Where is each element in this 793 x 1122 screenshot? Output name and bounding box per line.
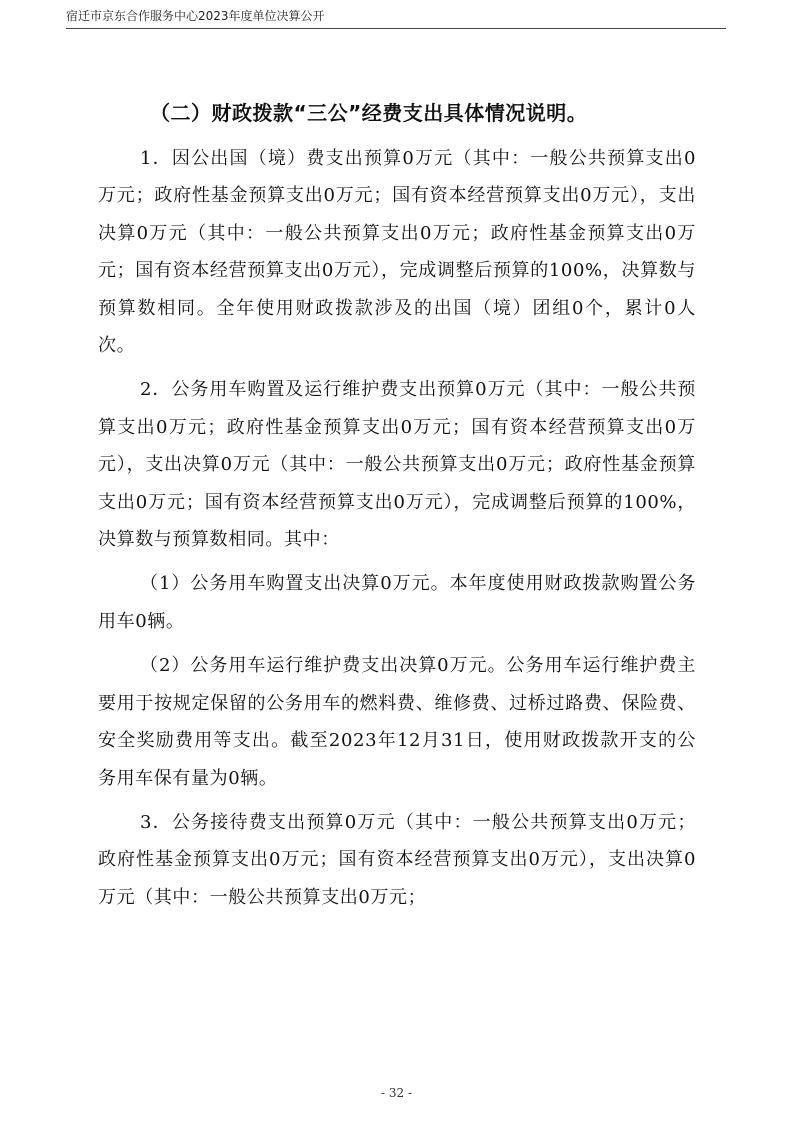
header-rule	[66, 28, 726, 29]
page-number: - 32 -	[380, 1086, 412, 1100]
paragraph-official-vehicles: 2．公务用车购置及运行维护费支出预算0万元（其中：一般公共预算支出0万元；政府性基金预算支出0万元；国有资本经营预算支出0万元），支出决算0万元（其中：一般公共预算支出0万元；政府性基金预算支出0万元；国有资本经营预算支出0万元），完成调整后预算的100%，决算数与预算数相同。其中：	[98, 379, 696, 551]
paragraph-overseas-travel: 1．因公出国（境）费支出预算0万元（其中：一般公共预算支出0万元；政府性基金预算支出0万元；国有资本经营预算支出0万元），支出决算0万元（其中：一般公共预算支出0万元；政府性基金预算支出0万元；国有资本经营预算支出0万元），完成调整后预算的100%，决算数与预算数相同。全年使用财政拨款涉及的出国（境）团组0个，累计0人次。	[98, 148, 696, 357]
section-heading: （二）财政拨款“三公”经费支出具体情况说明。	[150, 101, 588, 125]
paragraph-vehicle-purchase: （1）公务用车购置支出决算0万元。本年度使用财政拨款购置公务用车0辆。	[98, 573, 696, 632]
running-header: 宿迁市京东合作服务中心2023年度单位决算公开	[66, 9, 325, 23]
page-body	[98, 94, 696, 923]
paragraph-official-reception: 3．公务接待费支出预算0万元（其中：一般公共预算支出0万元；政府性基金预算支出0万元；国有资本经营预算支出0万元），支出决算0万元（其中：一般公共预算支出0万元；	[98, 811, 696, 908]
paragraph-vehicle-maintenance: （2）公务用车运行维护费支出决算0万元。公务用车运行维护费主要用于按规定保留的公务用车的燃料费、维修费、过桥过路费、保险费、安全奖励费用等支出。截至2023年12月31日，使用财政拨款开支的公务用车保有量为0辆。	[98, 655, 696, 789]
